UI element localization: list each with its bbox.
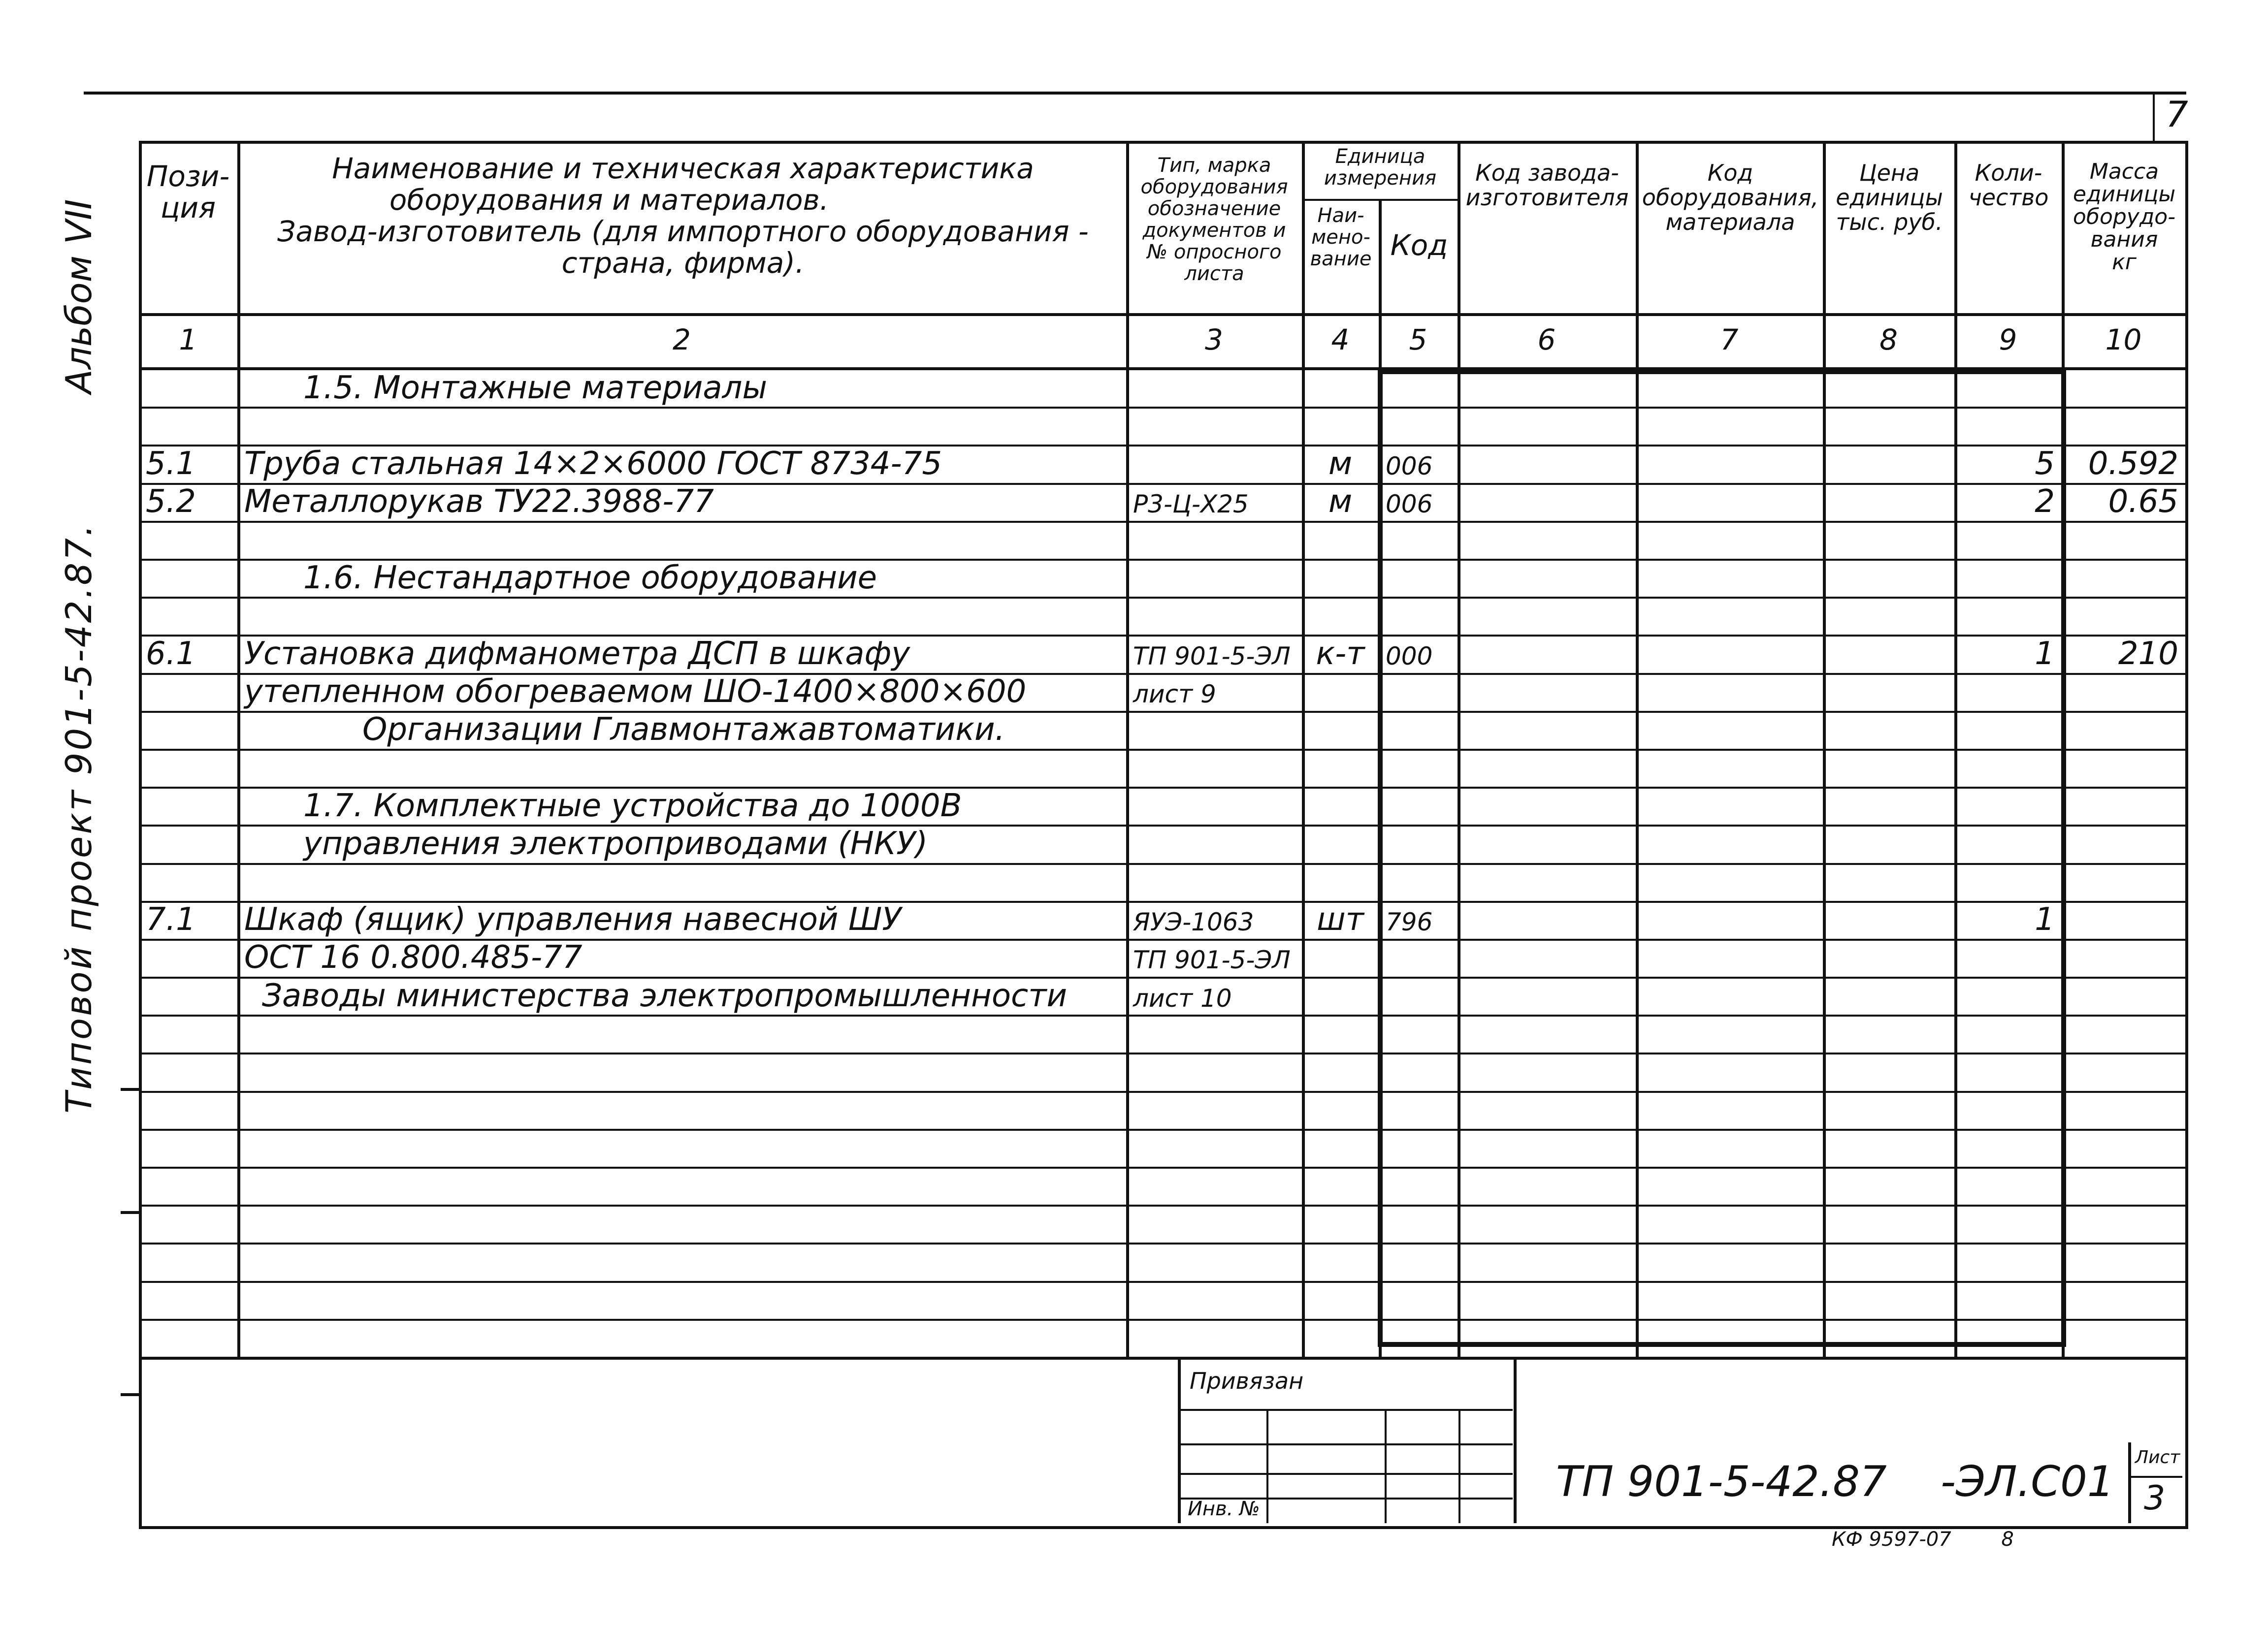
table-row [139,1281,2185,1319]
colnum-9-label: 9 [1999,323,2017,356]
table-row [139,749,2185,787]
cell-name: управления электроприводами (НКУ) [303,825,928,862]
side-tick [121,1088,140,1091]
cell-code: 000 [1386,641,1433,670]
table-row [139,1205,2185,1243]
stamp-col-line [1385,1409,1387,1523]
cell-name: Установка дифманометра ДСП в шкафу [244,635,910,672]
footer-note: КФ 9597-07 8 [1832,1528,2014,1551]
table-row [139,939,2185,977]
table-row [139,635,2185,672]
cell-type: ЯУЭ-1063 [1133,908,1254,937]
table-row [139,787,2185,825]
cell-pos: 5.1 [146,445,196,482]
colnum-6-label: 6 [1537,323,1556,356]
header-type [1128,155,1301,285]
tied-label: Привязан [1190,1368,1304,1394]
colnum-2 [237,323,1126,356]
header-unit-group-label: Единица измерения [1324,145,1437,190]
table-row [139,597,2185,635]
colnum-8-label: 8 [1879,323,1898,356]
colnum-9 [1954,323,2062,356]
header-unit-name [1304,205,1378,270]
cell-mass: 0.65 [2108,483,2178,520]
stamp-top-line [139,1357,2185,1360]
table-row [139,863,2185,901]
table-row [139,369,2185,407]
side-project-text: Типовой проект 901-5-42.87. [58,523,99,1114]
stamp-row-line [1178,1443,1513,1445]
header-unit-code [1381,229,1458,261]
sheet-label: Лист [2135,1447,2180,1468]
colnum-5-label: 5 [1409,323,1427,356]
cell-pos: 5.2 [146,483,196,520]
header-type-label: Тип, марка оборудования обозначение документов и № опросного листа [1140,154,1288,285]
header-name-line1: Наименование и техническая характеристика [332,152,1034,185]
colnum-2-label: 2 [673,323,691,356]
header-name-line2: оборудования и материалов. [389,183,829,217]
header-unit-name-label: Наи- мено- вание [1310,204,1372,270]
header-name-line4: страна, фирма). [561,246,805,280]
cell-qty: 2 [2035,483,2055,520]
cell-unit: шт [1317,901,1364,938]
table-row [139,559,2185,597]
cell-name: Шкаф (ящик) управления навесной ШУ [244,901,902,938]
side-tick [121,1393,140,1396]
colnum-4-label: 4 [1331,323,1350,356]
title-block [1178,1360,1513,1523]
colnum-1-label: 1 [179,323,197,356]
side-album-text: Альбом VII [58,199,99,394]
sheet-box-mid [2128,1476,2182,1478]
stamp-row-line [1178,1409,1513,1411]
header-mass-label: Масса единицы оборудо- вания кг [2073,159,2176,275]
header-mass [2063,160,2185,274]
specification-table [139,141,2185,1357]
cell-code: 006 [1386,490,1433,519]
table-row [139,407,2185,445]
table-row [139,901,2185,939]
table-row [139,1243,2185,1280]
stamp-col-line [1266,1409,1268,1523]
cell-type: лист 10 [1133,984,1232,1013]
side-tick [121,1211,140,1214]
colnum-5 [1379,323,1458,356]
cell-name: Организации Главмонтажавтоматики. [362,711,1005,748]
colnum-6 [1458,323,1636,356]
header-equipment-code [1638,160,1823,234]
header-quantity [1956,160,2061,210]
header-name-line3: Завод-изготовитель (для импортного оборудования - [277,215,1089,248]
header-quantity-label: Коли- чество [1968,160,2049,211]
cell-unit: м [1328,445,1353,482]
table-row [139,673,2185,711]
cell-qty: 5 [2035,445,2055,482]
document-code: ТП 901-5-42.87 -ЭЛ.С01 [1556,1457,2114,1506]
cell-name: 1.5. Монтажные материалы [303,369,767,406]
cell-name: Металлорукав ТУ22.3988-77 [244,483,714,520]
table-row [139,711,2185,749]
header-position-label: Пози- ция [146,160,230,224]
cell-code: 796 [1386,908,1433,937]
cell-type: лист 9 [1133,680,1216,709]
cell-type: Р3-Ц-Х25 [1133,490,1249,519]
cell-type: ТП 901-5-ЭЛ [1133,641,1291,670]
inv-label: Инв. № [1188,1498,1260,1520]
cell-pos: 6.1 [146,635,196,672]
table-row [139,1167,2185,1205]
cell-name: 1.7. Комплектные устройства до 1000В [303,787,962,824]
table-row [139,977,2185,1015]
table-row [139,1319,2185,1357]
stamp-col-line [1458,1409,1460,1523]
cell-name: Труба стальная 14×2×6000 ГОСТ 8734-75 [244,445,942,482]
header-price-label: Цена единицы тыс. руб. [1836,160,1943,235]
sheet-number: 3 [2144,1479,2166,1518]
cell-qty: 1 [2035,635,2055,672]
cell-unit: м [1328,483,1353,520]
table-body [139,369,2185,1357]
colnum-7 [1636,323,1823,356]
cell-code: 006 [1386,451,1433,480]
table-row [139,825,2185,862]
table-row [139,483,2185,521]
colnum-7-label: 7 [1720,323,1739,356]
cell-qty: 1 [2035,901,2055,938]
header-price [1825,160,1954,234]
colnum-10-label: 10 [2105,323,2142,356]
cell-name: утепленном обогреваемом ШО-1400×800×600 [244,673,1027,710]
colnum-3 [1126,323,1302,356]
header-bottom-line [139,313,2185,316]
cell-name: Заводы министерства электропромышленности [262,977,1068,1014]
table-row [139,1053,2185,1090]
cell-name: ОСТ 16 0.800.485-77 [244,939,583,976]
stamp-row-line [1178,1473,1513,1475]
cell-unit: к-т [1316,635,1365,672]
header-unit-code-label: Код [1390,228,1448,262]
table-row [139,445,2185,482]
colnum-3-label: 3 [1205,323,1223,356]
cell-name: 1.6. Нестандартное оборудование [303,559,877,596]
cell-mass: 210 [2118,635,2178,672]
colnum-8 [1823,323,1954,356]
colnum-1 [139,323,237,356]
header-unit-group [1303,146,1457,189]
table-row [139,1091,2185,1129]
colnum-4 [1302,323,1379,356]
table-row [139,521,2185,559]
corner-box-left [2153,92,2155,141]
cell-type: ТП 901-5-ЭЛ [1133,946,1291,975]
header-factory-code-label: Код завода- изготовителя [1465,160,1629,211]
unit-group-line [1302,199,1458,201]
table-row [139,1129,2185,1167]
header-factory-code [1459,160,1635,210]
cell-pos: 7.1 [146,901,196,938]
corner-sheet-number: 7 [2166,94,2188,135]
top-border-line [84,92,2186,95]
header-equipment-code-label: Код оборудования, материала [1642,160,1819,235]
cell-mass: 0.592 [2088,445,2178,482]
header-name [242,153,1124,279]
colnum-10 [2062,323,2185,356]
table-row [139,1015,2185,1053]
sheet-box-left [2128,1442,2131,1523]
